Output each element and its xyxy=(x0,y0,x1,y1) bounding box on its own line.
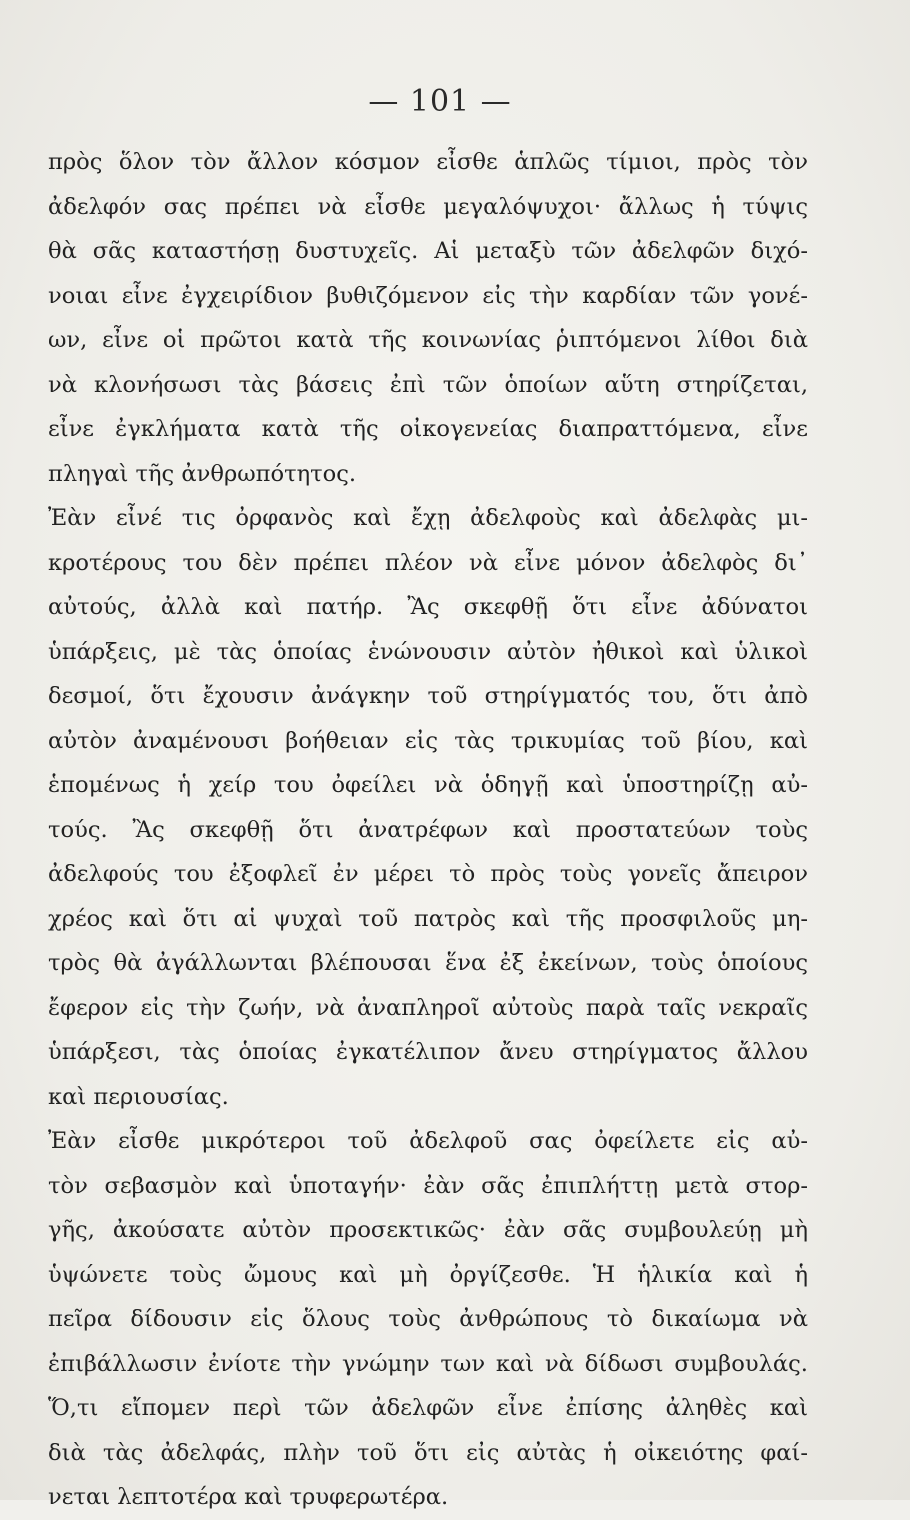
text-line: χρέος καὶ ὅτι αἱ ψυχαὶ τοῦ πατρὸς καὶ τῆς προσφιλοῦς μη- xyxy=(48,905,808,932)
text-line: νεται λεπτοτέρα καὶ τρυφερωτέρα. xyxy=(48,1484,449,1510)
text-line: ων, εἶνε οἱ πρῶτοι κατὰ τῆς κοινωνίας ῥιπτόμενοι λίθοι διὰ xyxy=(48,327,808,353)
text-line: ἐπιβάλλωσιν ἐνίοτε τὴν γνώμην των καὶ νὰ δίδωσι συμβουλάς. xyxy=(48,1350,808,1377)
text-line: πεῖρα δίδουσιν εἰς ὅλους τοὺς ἀνθρώπους τὸ δικαίωμα νὰ xyxy=(48,1306,808,1332)
text-line: ἑπομένως ἡ χείρ του ὀφείλει νὰ ὁδηγῇ καὶ ὑποστηρίζῃ αὐ- xyxy=(48,772,808,798)
text-line: Ἐὰν εἶνέ τις ὀρφανὸς καὶ ἔχῃ ἀδελφοὺς καὶ ἀδελφὰς μι- xyxy=(48,505,808,531)
text-line: δεσμοί, ὅτι ἔχουσιν ἀνάγκην τοῦ στηρίγματός του, ὅτι ἀπὸ xyxy=(48,683,808,709)
text-line: καὶ περιουσίας. xyxy=(48,1083,229,1110)
text-line: ὑψώνετε τοὺς ὤμους καὶ μὴ ὀργίζεσθε. Ἡ ἡλικία καὶ ἡ xyxy=(48,1261,808,1288)
text-line: ἀδελφόν σας πρέπει νὰ εἶσθε μεγαλόψυχοι· ἄλλως ἡ τύψις xyxy=(48,193,808,220)
text-line: αὐτὸν ἀναμένουσι βοήθειαν εἰς τὰς τρικυμίας τοῦ βίου, καὶ xyxy=(48,727,808,754)
text-line: νὰ κλονήσωσι τὰς βάσεις ἐπὶ τῶν ὁποίων αὕτη στηρίζεται, xyxy=(48,371,808,398)
text-line: Ὅ,τι εἴπομεν περὶ τῶν ἀδελφῶν εἶνε ἐπίσης ἀληθὲς καὶ xyxy=(48,1395,808,1421)
page-text xyxy=(48,140,808,1520)
text-line: νοιαι εἶνε ἐγχειρίδιον βυθιζόμενον εἰς τὴν καρδίαν τῶν γονέ- xyxy=(48,282,808,309)
text-line: διὰ τὰς ἀδελφάς, πλὴν τοῦ ὅτι εἰς αὐτὰς ἡ οἰκειότης φαί- xyxy=(48,1439,808,1466)
text-line: γῆς, ἀκούσατε αὐτὸν προσεκτικῶς· ἐὰν σᾶς συμβουλεύῃ μὴ xyxy=(48,1217,808,1243)
text-line: πρὸς ὅλον τὸν ἄλλον κόσμον εἶσθε ἁπλῶς τίμιοι, πρὸς τὸν xyxy=(48,149,808,175)
text-line: ἔφερον εἰς τὴν ζωήν, νὰ ἀναπληροῖ αὐτοὺς παρὰ ταῖς νεκραῖς xyxy=(48,994,808,1021)
text-line: θὰ σᾶς καταστήσῃ δυστυχεῖς. Αἱ μεταξὺ τῶν ἀδελφῶν διχό- xyxy=(48,238,808,264)
text-line: ἀδελφούς του ἐξοφλεῖ ἐν μέρει τὸ πρὸς τοὺς γονεῖς ἄπειρον xyxy=(48,861,808,887)
text-line: Ἐὰν εἶσθε μικρότεροι τοῦ ἀδελφοῦ σας ὀφείλετε εἰς αὐ- xyxy=(48,1128,808,1154)
page-number-header: — 101 — xyxy=(368,84,512,119)
text-line: τούς. Ἂς σκεφθῇ ὅτι ἀνατρέφων καὶ προστατεύων τοὺς xyxy=(48,816,808,843)
text-line: ὑπάρξεις, μὲ τὰς ὁποίας ἑνώνουσιν αὐτὸν ἠθικοὶ καὶ ὑλικοὶ xyxy=(48,638,808,665)
text-line: αὐτούς, ἀλλὰ καὶ πατήρ. Ἂς σκεφθῇ ὅτι εἶνε ἀδύνατοι xyxy=(48,594,808,620)
text-line: τὸν σεβασμὸν καὶ ὑποταγήν· ἐὰν σᾶς ἐπιπλήττῃ μετὰ στορ- xyxy=(48,1172,808,1199)
text-line: εἶνε ἐγκλήματα κατὰ τῆς οἰκογενείας διαπραττόμενα, εἶνε xyxy=(48,416,808,442)
text-line: πληγαὶ τῆς ἀνθρωπότητος. xyxy=(48,460,357,487)
text-line: ὑπάρξεσι, τὰς ὁποίας ἐγκατέλιπον ἄνευ στηρίγματος ἄλλου xyxy=(48,1039,808,1065)
text-line: τρὸς θὰ ἀγάλλωνται βλέπουσαι ἕνα ἐξ ἐκείνων, τοὺς ὁποίους xyxy=(48,950,808,976)
text-line: κροτέρους του δὲν πρέπει πλέον νὰ εἶνε μόνον ἀδελφὸς δι᾽ xyxy=(48,549,808,576)
